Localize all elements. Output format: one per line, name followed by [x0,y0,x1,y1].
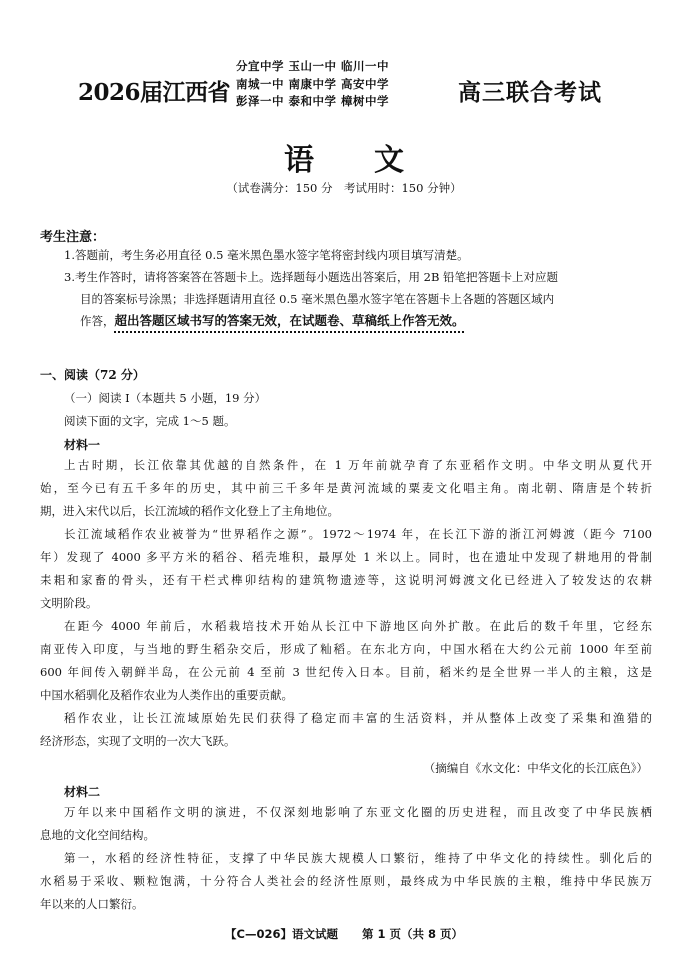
header-left-title: 2026届江西省 [78,79,231,106]
notice-line: 1.答题前，考生务必用直径 0.5 毫米黑色墨水签字笔将密封线内项目填写清楚。 [64,248,469,262]
text-line: 在距今 4000 年前后，水稻栽培技术开始从长江中下游地区向外扩散。在此后的数千年里，它经东 [64,619,652,633]
text-line: 经济形态，实现了文明的一次大飞跃。 [40,734,236,748]
text-line: 稻作农业，让长江流域原始先民们获得了稳定而丰富的生活资料，并从整体上改变了采集和渔猎的 [64,711,652,725]
instruction: 阅读下面的文字，完成 1～5 题。 [64,414,236,428]
text-line: 年）发现了 4000 多平方米的稻谷、稻壳堆积，最厚处 1 米以上。同时，也在遗址中发现了耕地用的骨制 [40,550,652,564]
notice-title: 考生注意： [40,230,106,245]
material-1-body [40,454,652,753]
text-line: 水稻易于采收、颗粒饱满，十分符合人类社会的经济性原则，最终成为中华民族的主粮，维持中华民族万 [40,874,652,888]
text-line: 耒耜和家畜的骨头，还有干栏式榫卯结构的建筑物遗迹等，这说明河姆渡文化已经进入了较发达的农耕 [40,573,652,587]
page-footer [0,926,688,942]
school-row-1 [236,58,460,76]
text-line: 期，进入宋代以后，长江流域的稻作文化登上了主角地位。 [40,504,339,518]
school-name: 泰和中学 [288,94,337,108]
text-line: 始，至今已有五千多年的历史，其中前三千多年是黄河流域的粟麦文化唱主角。南北朝、隋唐是个转折 [40,481,652,495]
school-name: 高安中学 [341,76,390,91]
header-right-title: 高三联合考试 [458,79,602,106]
text-line: 上古时期，长江依靠其优越的自然条件，在 1 万年前就孕育了东亚稻作文明。中华文明从夏代开 [64,458,652,472]
notice-item-1 [64,244,656,266]
school-row-2 [236,76,460,94]
text-line: 中国水稻驯化及稻作农业为人类作出的重要贡献。 [40,688,293,702]
material-1-source: （摘编自《水文化：中华文化的长江底色》） [423,761,648,775]
text-line: 息地的文化空间结构。 [40,828,155,842]
school-name: 南城一中 [236,76,284,91]
school-name: 临川一中 [341,59,390,73]
text-line: 年以来的人口繁衍。 [40,897,144,911]
school-name: 樟树中学 [341,94,390,108]
notice-line: 目的答案标号涂黑；非选择题请用直径 0.5 毫米黑色墨水签字笔在答题卡上各题的答题区域内 [80,292,555,306]
text-line: 第一，水稻的经济性特征，支撑了中华民族大规模人口繁衍，维持了中华文化的持续性。驯化后的 [64,851,652,865]
text-line: 文明阶段。 [40,596,98,610]
text-line: 南亚传入印度，与当地的野生稻杂交后，形成了籼稻。在东北方向，中国水稻在大约公元前 1000 年至前 [40,642,652,656]
school-name: 玉山一中 [288,59,337,73]
text-line: 600 年间传入朝鲜半岛，在公元前 4 至前 3 世纪传入日本。目前，稻米约是全世界一半人的主粮，这是 [40,665,652,679]
subject-title: 语文 [284,143,464,178]
school-name: 彭泽一中 [236,94,284,108]
notice-line: 3.考生作答时，请将答案答在答题卡上。选择题每小题选出答案后，用 2B 铅笔把答题卡上对应题 [64,270,559,284]
notice-emphasis: 超出答题区域书写的答案无效，在试题卷、草稿纸上作答无效。 [114,313,465,328]
exam-info: （试卷满分：150 分 考试用时：150 分钟） [226,181,462,195]
notice-line-start: 作答， [80,314,115,328]
school-list [236,58,460,111]
footer-page-number: 第 1 页（共 8 页） [361,927,463,941]
material-1-title: 材料一 [64,438,101,452]
material-2-body [40,801,652,916]
material-2-title: 材料二 [64,785,101,799]
text-line: 万年以来中国稻作文明的演进，不仅深刻地影响了东亚文化圈的历史进程，而且改变了中华民族栖 [64,805,652,819]
exam-header [0,56,688,118]
text-line: 长江流域稻作农业被誉为“世界稻作之源”。1972～1974 年，在长江下游的浙江河姆渡（距今 7100 [64,527,652,541]
notice-line [64,310,656,332]
notice-item-3 [64,266,656,332]
school-name: 南康中学 [288,76,337,91]
section-title: 一、阅读（72 分） [40,368,145,382]
school-name: 分宜中学 [236,59,284,73]
school-row-3 [236,93,460,111]
footer-code: 【C—026】语文试题 [225,927,338,941]
subsection-title: （一）阅读 Ⅰ（本题共 5 小题，19 分） [64,391,267,405]
